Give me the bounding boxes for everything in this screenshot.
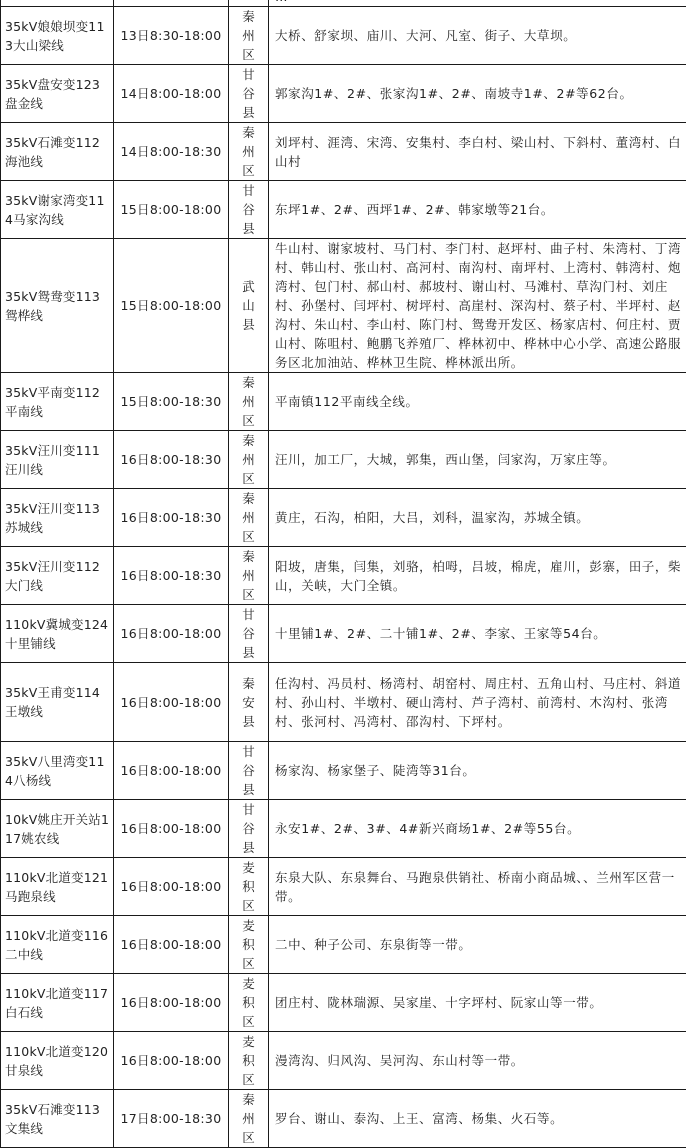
line-name-text: 110kV北道变121马跑泉线 bbox=[5, 870, 108, 904]
line-name-cell bbox=[1, 239, 114, 373]
outage-time-cell bbox=[114, 858, 229, 916]
district-text: 秦州区 bbox=[241, 489, 257, 546]
line-name-cell bbox=[1, 123, 114, 181]
line-name-cell bbox=[1, 489, 114, 547]
line-name-cell bbox=[1, 663, 114, 742]
outage-table-body bbox=[1, 0, 686, 1148]
affected-area-cell bbox=[269, 7, 686, 65]
affected-area-cell bbox=[269, 605, 686, 663]
line-name-text: 35kV盘安变123盘金线 bbox=[5, 77, 100, 111]
line-name-cell bbox=[1, 7, 114, 65]
line-name-text: 10kV姚庄开关站117姚农线 bbox=[5, 812, 109, 846]
table-row bbox=[1, 123, 686, 181]
outage-time-text: 14日8:00-18:00 bbox=[121, 86, 222, 101]
affected-area-cell bbox=[269, 858, 686, 916]
district-cell bbox=[229, 974, 269, 1032]
table-row bbox=[1, 1090, 686, 1148]
district-text: 甘谷县 bbox=[241, 65, 257, 122]
affected-area-text: 十里铺1#、2#、二十铺1#、2#、李家、王家等54台。 bbox=[275, 626, 606, 641]
line-name-text: 35kV石滩变113文集线 bbox=[5, 1102, 100, 1136]
line-name-cell bbox=[1, 431, 114, 489]
district-text: 麦积区 bbox=[241, 916, 257, 973]
line-name-text: 35kV平南变112平南线 bbox=[5, 385, 100, 419]
outage-time-cell bbox=[114, 974, 229, 1032]
affected-area-text: 罗台、谢山、泰沟、上王、富湾、杨集、火石等。 bbox=[275, 1111, 563, 1126]
affected-area-text: 二中、种子公司、东泉街等一带。 bbox=[275, 937, 472, 952]
line-name-text: 35kV石滩变112海池线 bbox=[5, 135, 100, 169]
outage-time-cell bbox=[114, 1090, 229, 1148]
outage-time-text: 16日8:00-18:30 bbox=[121, 510, 222, 525]
outage-time-text: 16日8:00-18:00 bbox=[121, 995, 222, 1010]
outage-time-text: 16日8:00-18:00 bbox=[121, 695, 222, 710]
line-name-text: 110kV北道变120甘泉线 bbox=[5, 1044, 108, 1078]
line-name-cell bbox=[1, 605, 114, 663]
line-name-text: 35kV八里湾变114八杨线 bbox=[5, 754, 105, 788]
table-row bbox=[1, 916, 686, 974]
outage-time-text: 15日8:00-18:30 bbox=[121, 394, 222, 409]
affected-area-cell bbox=[269, 742, 686, 800]
affected-area-cell bbox=[269, 974, 686, 1032]
district-cell bbox=[229, 239, 269, 373]
affected-area-text: 黄庄，石沟，柏阳，大吕，刘科，温家沟，苏城全镇。 bbox=[275, 510, 589, 525]
district-cell bbox=[229, 1032, 269, 1090]
line-name-cell bbox=[1, 373, 114, 431]
district-text: 甘谷县 bbox=[241, 742, 257, 799]
affected-area-text: 漫湾沟、归风沟、吴河沟、东山村等一带。 bbox=[275, 1053, 524, 1068]
district-cell bbox=[229, 373, 269, 431]
affected-area-cell bbox=[269, 800, 686, 858]
affected-area-cell bbox=[269, 1032, 686, 1090]
line-name-text: 110kV冀城变124十里铺线 bbox=[5, 617, 108, 651]
table-row bbox=[1, 181, 686, 239]
district-cell bbox=[229, 7, 269, 65]
district-cell bbox=[229, 489, 269, 547]
table-row bbox=[1, 605, 686, 663]
line-name-cell bbox=[1, 181, 114, 239]
district-text: 麦积区 bbox=[241, 1032, 257, 1089]
outage-time-text: 16日8:00-18:00 bbox=[121, 763, 222, 778]
outage-time-cell bbox=[114, 742, 229, 800]
affected-area-cell bbox=[269, 431, 686, 489]
line-name-text: 35kV汪川变112大门线 bbox=[5, 559, 100, 593]
affected-area-cell bbox=[269, 489, 686, 547]
district-cell bbox=[229, 123, 269, 181]
outage-time-cell bbox=[114, 373, 229, 431]
table-row bbox=[1, 742, 686, 800]
table-row bbox=[1, 800, 686, 858]
line-name-text: 35kV汪川变113苏城线 bbox=[5, 501, 100, 535]
outage-time-text: 16日8:00-18:00 bbox=[121, 821, 222, 836]
outage-time-text: 13日8:30-18:00 bbox=[121, 28, 222, 43]
district-cell bbox=[229, 181, 269, 239]
district-text: 秦州区 bbox=[241, 373, 257, 430]
affected-area-text: 东坪1#、2#、西坪1#、2#、韩家墩等21台。 bbox=[275, 202, 554, 217]
outage-time-text: 14日8:00-18:30 bbox=[121, 144, 222, 159]
outage-time-cell bbox=[114, 239, 229, 373]
district-cell bbox=[229, 663, 269, 742]
affected-area-text bbox=[275, 0, 288, 4]
outage-time-cell bbox=[114, 181, 229, 239]
affected-area-cell bbox=[269, 123, 686, 181]
line-name-text: 35kV娘娘坝变113大山梁线 bbox=[5, 19, 105, 53]
table-row bbox=[1, 1032, 686, 1090]
affected-area-text: 团庄村、陇林瑞源、吴家崖、十字坪村、阮家山等一带。 bbox=[275, 995, 603, 1010]
line-name-text: 35kV鸳鸯变113鸳桦线 bbox=[5, 289, 100, 323]
line-name-cell bbox=[1, 1032, 114, 1090]
district-cell bbox=[229, 431, 269, 489]
district-cell bbox=[229, 858, 269, 916]
outage-time-text: 17日8:00-18:30 bbox=[121, 1111, 222, 1126]
table-row bbox=[1, 7, 686, 65]
affected-area-text: 阳坡，唐集，闫集，刘骆，柏呣，吕坡，棉虎，雇川，彭寨，田子，柴山，关峡，大门全镇。 bbox=[275, 559, 681, 593]
outage-time-cell bbox=[114, 7, 229, 65]
district-text: 麦积区 bbox=[241, 974, 257, 1031]
affected-area-cell bbox=[269, 65, 686, 123]
table-row bbox=[1, 431, 686, 489]
line-name-cell bbox=[1, 742, 114, 800]
outage-time-cell bbox=[114, 431, 229, 489]
line-name-text: 35kV汪川变111汪川线 bbox=[5, 443, 100, 477]
line-name-text: 35kV谢家湾变114马家沟线 bbox=[5, 193, 105, 227]
line-name-cell bbox=[1, 858, 114, 916]
line-name-cell bbox=[1, 800, 114, 858]
outage-time-cell bbox=[114, 65, 229, 123]
district-text: 秦州区 bbox=[241, 7, 257, 64]
line-name-text: 35kV王甫变114王墩线 bbox=[5, 685, 100, 719]
district-text: 秦州区 bbox=[241, 123, 257, 180]
outage-time-cell bbox=[114, 663, 229, 742]
outage-time-text: 16日8:00-18:00 bbox=[121, 626, 222, 641]
line-name-text: 110kV北道变117白石线 bbox=[5, 986, 108, 1020]
affected-area-text: 郭家沟1#、2#、张家沟1#、2#、南坡寺1#、2#等62台。 bbox=[275, 86, 633, 101]
district-text: 武山县 bbox=[241, 277, 257, 334]
line-name-cell bbox=[1, 974, 114, 1032]
outage-time-text: 15日8:00-18:00 bbox=[121, 298, 222, 313]
district-text: 甘谷县 bbox=[241, 181, 257, 238]
district-text: 甘谷县 bbox=[241, 605, 257, 662]
outage-time-cell bbox=[114, 800, 229, 858]
outage-time-cell bbox=[114, 916, 229, 974]
line-name-cell bbox=[1, 547, 114, 605]
affected-area-text: 任沟村、冯员村、杨湾村、胡窑村、周庄村、五角山村、马庄村、斜道村、孙山村、半墩村、硬山湾村、芦子湾村、前湾村、木沟村、张湾村、张河村、冯湾村、邵沟村、下坪村。 bbox=[275, 676, 681, 729]
outage-time-text: 15日8:00-18:00 bbox=[121, 202, 222, 217]
affected-area-cell bbox=[269, 663, 686, 742]
line-name-cell bbox=[1, 1090, 114, 1148]
table-row bbox=[1, 239, 686, 373]
outage-time-cell bbox=[114, 1032, 229, 1090]
affected-area-cell bbox=[269, 916, 686, 974]
district-text: 麦积区 bbox=[241, 858, 257, 915]
district-cell bbox=[229, 742, 269, 800]
line-name-cell bbox=[1, 65, 114, 123]
affected-area-text: 杨家沟、杨家堡子、陡湾等31台。 bbox=[275, 763, 476, 778]
outage-time-cell bbox=[114, 547, 229, 605]
district-cell bbox=[229, 547, 269, 605]
affected-area-text: 东泉大队、东泉舞台、马跑泉供销社、桥南小商品城、、兰州军区营一带。 bbox=[275, 870, 675, 904]
affected-area-text: 刘坪村、涯湾、宋湾、安集村、李白村、梁山村、下斜村、董湾村、白山村 bbox=[275, 135, 681, 169]
affected-area-cell bbox=[269, 373, 686, 431]
table-row bbox=[1, 65, 686, 123]
outage-time-cell bbox=[114, 605, 229, 663]
district-text: 秦州区 bbox=[241, 1090, 257, 1147]
outage-time-text: 16日8:00-18:30 bbox=[121, 568, 222, 583]
affected-area-text: 永安1#、2#、3#、4#新兴商场1#、2#等55台。 bbox=[275, 821, 580, 836]
district-text: 甘谷县 bbox=[241, 800, 257, 857]
district-text: 秦州区 bbox=[241, 547, 257, 604]
district-cell bbox=[229, 800, 269, 858]
district-cell bbox=[229, 916, 269, 974]
outage-time-text: 16日8:00-18:30 bbox=[121, 452, 222, 467]
outage-time-text: 16日8:00-18:00 bbox=[121, 1053, 222, 1068]
line-name-cell bbox=[1, 916, 114, 974]
outage-time-text: 16日8:00-18:00 bbox=[121, 879, 222, 894]
outage-time-cell bbox=[114, 489, 229, 547]
table-row bbox=[1, 489, 686, 547]
district-text: 秦州区 bbox=[241, 431, 257, 488]
affected-area-cell bbox=[269, 181, 686, 239]
table-row bbox=[1, 663, 686, 742]
affected-area-cell bbox=[269, 1090, 686, 1148]
table-row bbox=[1, 974, 686, 1032]
table-row bbox=[1, 373, 686, 431]
affected-area-text: 牛山村、谢家坡村、马门村、李门村、赵坪村、曲子村、朱湾村、丁湾村、韩山村、张山村、高河村、南沟村、南坪村、上湾村、韩湾村、炮湾村、包门村、郝山村、郝坡村、谢山村、马滩村、草沟门村、刘庄村、孙堡村、闫坪村、树坪村、高崖村、深沟村、蔡子村、半坪村、赵沟村、朱山村、李山村、陈门村、鸳鸯开发区、杨家店村、何庄村、贾山村、陈咀村、鲍鹏飞养殖厂、桦林初中、桦林中心小学、高速公路服务区北加油站、桦林卫生院、桦林派出所。 bbox=[275, 241, 681, 370]
table-row bbox=[1, 547, 686, 605]
affected-area-cell bbox=[269, 239, 686, 373]
district-cell bbox=[229, 605, 269, 663]
table-row bbox=[1, 858, 686, 916]
affected-area-cell bbox=[269, 547, 686, 605]
affected-area-text: 大桥、舒家坝、庙川、大河、凡室、街子、大草坝。 bbox=[275, 28, 576, 43]
outage-time-cell bbox=[114, 123, 229, 181]
district-cell bbox=[229, 1090, 269, 1148]
district-cell bbox=[229, 65, 269, 123]
district-text: 秦安县 bbox=[241, 674, 257, 731]
affected-area-text: 平南镇112平南线全线。 bbox=[275, 394, 419, 409]
line-name-text: 110kV北道变116二中线 bbox=[5, 928, 108, 962]
outage-time-text: 16日8:00-18:00 bbox=[121, 937, 222, 952]
affected-area-text: 汪川，加工厂，大城，郭集，西山堡，闫家沟，万家庄等。 bbox=[275, 452, 616, 467]
